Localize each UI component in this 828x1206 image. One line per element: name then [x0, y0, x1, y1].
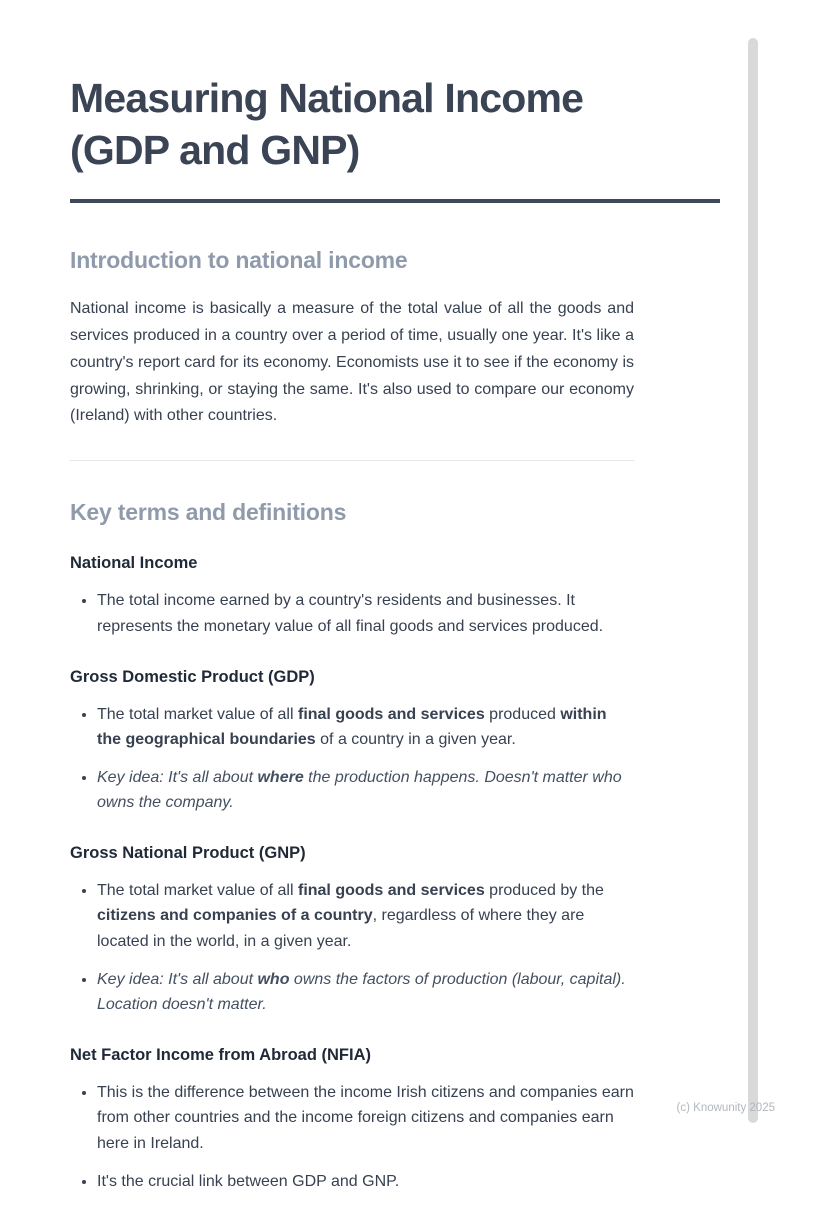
document-body: [70, 72, 720, 1206]
watermark: (c) Knowunity 2025: [676, 1102, 775, 1114]
key-terms-section-heading: Key terms and definitions: [70, 499, 347, 526]
bullet-text: The total market value of all: [97, 881, 298, 899]
term-heading: National Income: [70, 554, 198, 573]
bullet-text-bold: final goods and services: [297, 881, 485, 899]
bullet-item: [97, 765, 634, 816]
bullet-text: It's the crucial link between GDP and GNP.: [97, 1172, 400, 1190]
bullet-item: [97, 1169, 634, 1195]
bullet-text: produced: [484, 705, 561, 723]
bullet-text: Key idea: It's all about: [97, 970, 258, 988]
bullet-text-bold: who: [257, 970, 290, 988]
scrollbar[interactable]: [748, 38, 758, 1123]
bullet-text: owns the factors of production (labour, capital). Location doesn't matter.: [97, 970, 626, 1014]
bullet-text: The total market value of all: [97, 705, 298, 723]
term-bullet-list: [70, 702, 634, 816]
bullet-text: , regardless of where they are located in the world, in a given year.: [97, 907, 585, 951]
term-heading: Net Factor Income from Abroad (NFIA): [70, 1045, 371, 1064]
term-bullet-list: [70, 1080, 634, 1194]
bullet-text: the production happens. Doesn't matter who owns the company.: [97, 768, 622, 812]
bullet-item: [97, 702, 634, 753]
intro-paragraph: National income is basically a measure of the total value of all the goods and services produced in a country over a period of time, usually one year. It's like a country's report card for its economy. Economists use it to see if the economy is growing, shrinking, or staying the same. It's also used to compare our economy (Ireland) with other countries.: [70, 299, 634, 425]
bullet-item: [97, 967, 634, 1018]
term-bullet-list: [70, 588, 634, 639]
bullet-item: [97, 1080, 634, 1157]
bullet-text-bold: final goods and services: [297, 705, 485, 723]
section-introduction: [70, 247, 720, 430]
bullet-text-bold: within the geographical boundaries: [97, 705, 607, 749]
terms-list: [70, 554, 720, 1194]
bullet-item: [97, 878, 634, 955]
section-divider: [70, 460, 634, 461]
bullet-text: The total income earned by a country's residents and businesses. It represents the monetary value of all final goods and services produced.: [97, 592, 604, 635]
term-bullet-list: [70, 878, 634, 1018]
bullet-text: produced by the: [484, 881, 604, 899]
bullet-item: [97, 588, 634, 639]
bullet-text: of a country in a given year.: [315, 731, 516, 749]
term-heading: Gross Domestic Product (GDP): [70, 667, 315, 686]
term-heading: Gross National Product (GNP): [70, 843, 306, 862]
bullet-text-bold: citizens and companies of a country: [97, 907, 373, 925]
section-key-terms: [70, 499, 720, 1194]
intro-section-heading: Introduction to national income: [70, 246, 408, 273]
bullet-text: Key idea: It's all about: [97, 768, 258, 786]
bullet-text: This is the difference between the income Irish citizens and companies earn from other countries and the income foreign citizens and companies earn here in Ireland.: [97, 1083, 634, 1153]
page-title: Measuring National Income (GDP and GNP): [70, 75, 584, 174]
title-divider: [70, 199, 720, 203]
bullet-text-bold: where: [257, 768, 304, 786]
